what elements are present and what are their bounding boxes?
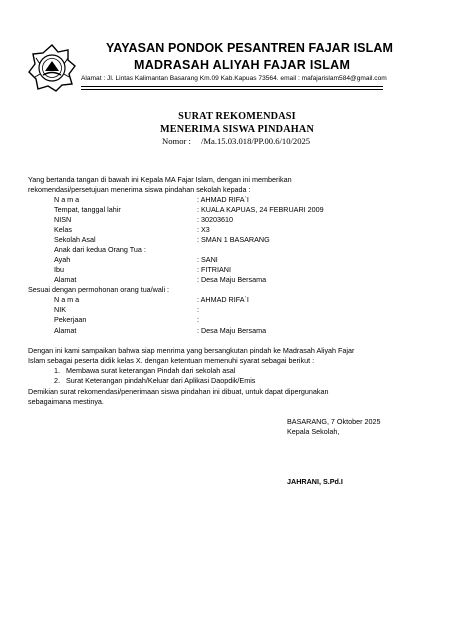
signatory-name: JAHRANI, S.Pd.I xyxy=(287,477,343,486)
student-name-label: N a m a xyxy=(54,195,80,204)
intro-line-2: rekomendasi/persetujuan menerima siswa pindahan sekolah kepada : xyxy=(28,185,251,194)
class-label: Kelas xyxy=(54,225,72,234)
parents-address-value: : Desa Maju Bersama xyxy=(197,275,267,284)
birth-label: Tempat, tanggal lahir xyxy=(54,205,121,214)
guardian-address-value: : Desa Maju Bersama xyxy=(197,326,267,335)
requirement-2-number: 2. xyxy=(54,376,60,385)
request-heading: Sesuai dengan permohonan orang tua/wali : xyxy=(28,285,170,294)
place-date: BASARANG, 7 Oktober 2025 xyxy=(287,417,381,426)
mother-label: Ibu xyxy=(54,265,64,274)
origin-school-label: Sekolah Asal xyxy=(54,235,96,244)
occupation-value: : xyxy=(197,315,199,324)
letter-subtitle: MENERIMA SISWA PINDAHAN xyxy=(159,124,315,135)
parents-heading: Anak dari kedua Orang Tua : xyxy=(54,245,146,254)
nisn-value: : 30203610 xyxy=(197,215,233,224)
nomor-value: /Ma.15.03.018/PP.00.6/10/2025 xyxy=(201,136,311,146)
statement-line-1: Dengan ini kami sampaikan bahwa siap menrima yang bersangkutan pindah ke Madrasah Aliyah Fajar xyxy=(28,346,355,355)
nik-label: NIK xyxy=(54,305,66,314)
closing-line-2: sebagaimana mestinya. xyxy=(28,397,104,406)
school-address: Alamat : Jl. Lintas Kalimantan Basarang Km.09 Kab.Kapuas 73564. email : mafajarislam584@gmail.com xyxy=(81,75,387,82)
father-value: : SANI xyxy=(197,255,218,264)
header-divider-thin xyxy=(81,89,383,90)
occupation-label: Pekerjaan xyxy=(54,315,87,324)
class-value: : X3 xyxy=(197,225,210,234)
father-label: Ayah xyxy=(54,255,71,264)
guardian-name-value: : AHMAD RIFA`I xyxy=(197,295,249,304)
signatory-position: Kepala Sekolah, xyxy=(287,427,340,436)
nomor-label: Nomor : xyxy=(162,136,191,146)
mother-value: : FITRIANI xyxy=(197,265,231,274)
requirement-1-number: 1. xyxy=(54,366,60,375)
intro-line-1: Yang bertanda tangan di bawah ini Kepala MA Fajar Islam, dengan ini memberikan xyxy=(28,175,292,184)
guardian-name-label: N a m a xyxy=(54,295,80,304)
closing-line-1: Demikian surat rekomendasi/penerimaan siswa pindahan ini dibuat, untuk dapat dipergunakan xyxy=(28,387,329,396)
statement-line-2: Islam sebagai peserta didik kelas X. dengan ketentuan memenuhi syarat sebagai berikut : xyxy=(28,356,315,365)
header-divider xyxy=(81,86,383,87)
guardian-address-label: Alamat xyxy=(54,326,77,335)
letter-title: SURAT REKOMENDASI xyxy=(178,111,296,122)
requirement-1-text: Membawa surat keterangan Pindah dari sekolah asal xyxy=(66,366,236,375)
school-emblem-icon xyxy=(28,44,76,92)
foundation-name: YAYASAN PONDOK PESANTREN FAJAR ISLAM xyxy=(106,41,393,55)
parents-address-label: Alamat xyxy=(54,275,77,284)
nik-value: : xyxy=(197,305,199,314)
school-name: MADRASAH ALIYAH FAJAR ISLAM xyxy=(134,58,351,72)
nisn-label: NISN xyxy=(54,215,72,224)
origin-school-value: : SMAN 1 BASARANG xyxy=(197,235,270,244)
requirement-2-text: Surat Keterangan pindah/Keluar dari Aplikasi Daopdik/Emis xyxy=(66,376,256,385)
birth-value: : KUALA KAPUAS, 24 FEBRUARI 2009 xyxy=(197,205,324,214)
student-name-value: : AHMAD RIFA`I xyxy=(197,195,249,204)
